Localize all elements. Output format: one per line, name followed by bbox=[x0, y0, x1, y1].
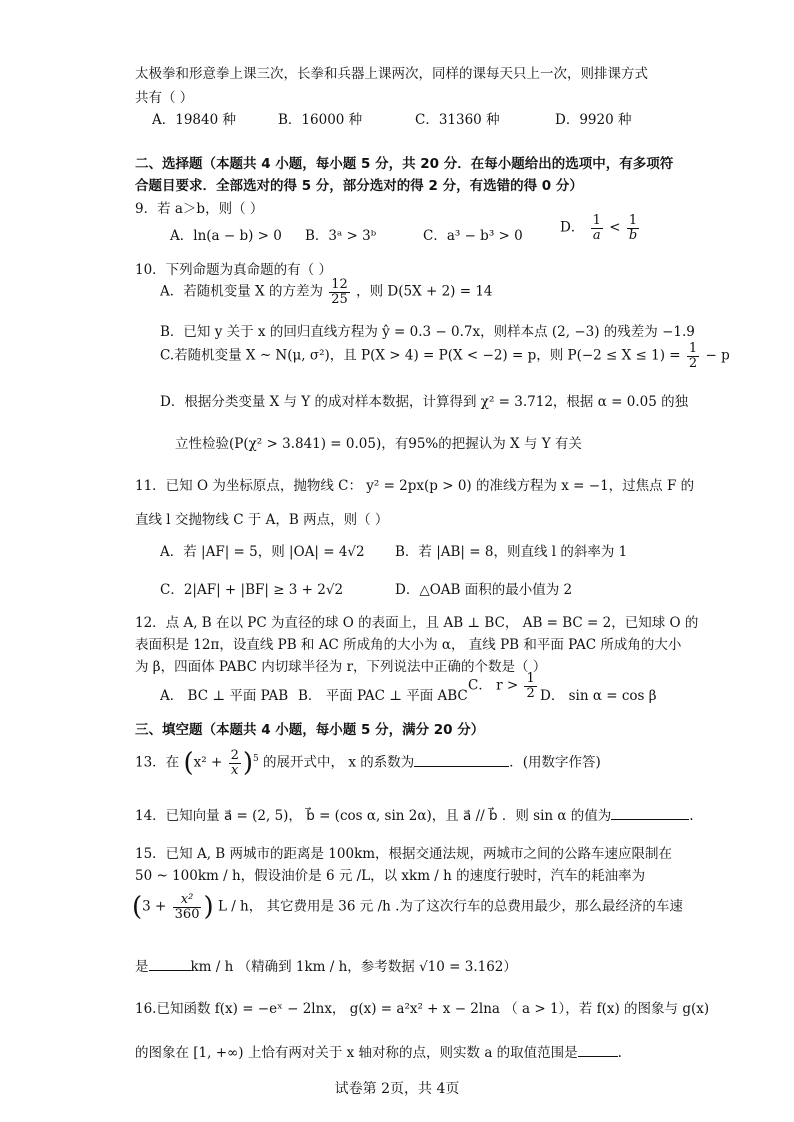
q15-line1: 15．已知 A, B 两城市的距离是 100km，根据交通法规，两城市之间的公路车速应限制在 bbox=[135, 846, 673, 862]
q8-option-c: C．31360 种 bbox=[415, 112, 500, 128]
q9-option-d-label: D． bbox=[560, 219, 585, 236]
q16-line1: 16.已知函数 f(x) = −eˣ − 2lnx， g(x) = a²x² + x − 2lna （ a > 1），若 f(x) 的图象与 g(x) bbox=[135, 1001, 710, 1017]
q10-stem: 10．下列命题为真命题的有（ ） bbox=[135, 262, 332, 278]
answer-blank[interactable] bbox=[414, 752, 509, 767]
q14: 14．已知向量 a⃗ = (2, 5)， b⃗ = (cos α, sin 2α)，且 a⃗ // b⃗ ．则 sin α 的值为 . bbox=[135, 804, 694, 824]
q8-option-d: D．9920 种 bbox=[555, 112, 632, 128]
q11-option-b: B．若 |AB| = 8，则直线 l 的斜率为 1 bbox=[395, 544, 628, 560]
q13: 13．在 (x² + $\frac{2}{x}$ )$^5$ 的展开式中， x 的系数为 ．(用数字作答) bbox=[135, 747, 601, 778]
fraction: $\frac{1}{2}$ bbox=[526, 671, 535, 701]
q9-stem: 9．若 a＞b，则（ ） bbox=[135, 201, 264, 217]
page-footer: 试卷第 2页，共 4页 bbox=[334, 1081, 460, 1097]
q12-stem-line3: 为 β，四面体 PABC 内切球半径为 r，下列说法中正确的个数是（ ） bbox=[135, 659, 547, 675]
q15-line2: 50 ~ 100km / h，假设油价是 6 元 /L，以 xkm / h 的速度行驶时，汽车的耗油率为 bbox=[135, 868, 646, 884]
q10-option-c: C.若随机变量 X ~ N(μ, σ²)，且 P(X > 4) = P(X < −2) = p，则 P(−2 ≤ X ≤ 1) = $\frac{1}{2}$ − p bbox=[160, 341, 730, 371]
fraction: $\frac{12}{25}$ bbox=[331, 277, 348, 307]
q15-line4: 是 km / h （精确到 1km / h，参考数据 √10 = 3.162） bbox=[135, 955, 517, 975]
q11-stem-line2: 直线 l 交抛物线 C 于 A，B 两点，则（ ） bbox=[135, 512, 389, 528]
q12-stem-line2: 表面积是 12π，设直线 PB 和 AC 所成角的大小为 α， 直线 PB 和平面 PAC 所成角的大小 bbox=[135, 637, 682, 653]
q11-option-d: D．△OAB 面积的最小值为 2 bbox=[395, 582, 573, 598]
q10-option-d-line1: D．根据分类变量 X 与 Y 的成对样本数据，计算得到 χ² = 3.712，根据 α = 0.05 的独 bbox=[160, 394, 689, 410]
fraction: $\frac{1}{a}$ bbox=[592, 213, 601, 243]
q9-option-b: B．3ᵃ > 3ᵇ bbox=[305, 228, 377, 244]
fraction: $\frac{\text{x²}}{360}$ bbox=[174, 891, 200, 922]
q15-line3: (3 + $\frac{\text{x²}}{360}$ ) L / h， 其它费用是 36 元 /h .为了这次行车的总费用最少，那么最经济的车速 bbox=[132, 891, 683, 922]
q11-option-a: A．若 |AF| = 5，则 |OA| = 4√2 bbox=[160, 544, 365, 560]
q9-option-d: D． $\frac{1}{a}$ < $\frac{1}{b}$ bbox=[560, 213, 638, 243]
q10-option-a: A．若随机变量 X 的方差为 $\frac{12}{25}$ ，则 D(5X + 2) = 14 bbox=[160, 277, 493, 307]
q9-option-a: A．ln(a − b) > 0 bbox=[170, 228, 282, 244]
q10-option-d-line2: 立性检验(P(χ² > 3.841) = 0.05)，有95%的把握认为 X 与 Y 有关 bbox=[175, 436, 582, 452]
q12-option-d: D． sin α = cos β bbox=[540, 688, 657, 704]
q11-stem-line1: 11．已知 O 为坐标原点，抛物线 C： y² = 2px(p > 0) 的准线方程为 x = −1，过焦点 F 的 bbox=[135, 478, 695, 494]
section3-heading: 三、填空题（本题共 4 小题，每小题 5 分，满分 20 分） bbox=[135, 722, 485, 738]
fraction: $\frac{2}{x}$ bbox=[230, 747, 239, 778]
q8-stem-line1: 太极拳和形意拳上课三次，长拳和兵器上课两次，同样的课每天只上一次，则排课方式 bbox=[135, 66, 648, 82]
q12-stem-line1: 12．点 A, B 在以 PC 为直径的球 O 的表面上，且 AB ⊥ BC， AB = BC = 2，已知球 O 的 bbox=[135, 615, 699, 631]
answer-blank[interactable] bbox=[149, 956, 191, 971]
q12-option-c: C． r > $\frac{1}{2}$ bbox=[468, 671, 535, 701]
q8-option-a: A．19840 种 bbox=[152, 112, 236, 128]
q12-option-a: A． BC ⊥ 平面 PAB bbox=[160, 688, 289, 704]
q10-option-b: B．已知 y 关于 x 的回归直线方程为 ŷ = 0.3 − 0.7x，则样本点 (2, −3) 的残差为 −1.9 bbox=[160, 324, 695, 340]
q11-option-c: C．2|AF| + |BF| ≥ 3 + 2√2 bbox=[160, 582, 344, 598]
answer-blank[interactable] bbox=[611, 805, 689, 820]
q9-option-c: C．a³ − b³ > 0 bbox=[423, 228, 523, 244]
q8-stem-line2: 共有（ ） bbox=[135, 90, 194, 106]
q16-line2: 的图象在 [1, +∞) 上恰有两对关于 x 轴对称的点，则实数 a 的取值范围是 . bbox=[135, 1041, 622, 1061]
section2-heading-line2: 合题目要求．全部选对的得 5 分，部分选对的得 2 分，有选错的得 0 分） bbox=[135, 178, 583, 194]
fraction: $\frac{1}{2}$ bbox=[688, 341, 698, 371]
fraction: $\frac{1}{b}$ bbox=[628, 213, 638, 243]
answer-blank[interactable] bbox=[578, 1042, 618, 1057]
q12-option-b: B． 平面 PAC ⊥ 平面 ABC bbox=[298, 688, 468, 704]
q8-option-b: B．16000 种 bbox=[278, 112, 363, 128]
section2-heading-line1: 二、选择题（本题共 4 小题，每小题 5 分，共 20 分．在每小题给出的选项中，有多项符 bbox=[135, 156, 674, 172]
